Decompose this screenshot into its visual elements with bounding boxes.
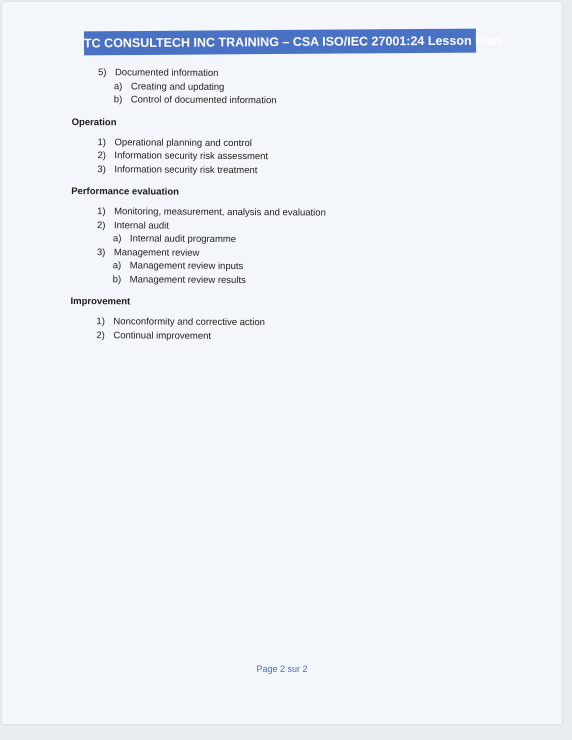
list-item: 3) Information security risk treatment — [97, 163, 258, 176]
list-item: 3) Management review — [96, 246, 200, 259]
list-item: 2) Continual improvement — [96, 329, 212, 342]
section-heading-improvement: Improvement — [70, 295, 131, 308]
list-item: 2) Internal audit — [96, 219, 169, 232]
list-item: 1) Operational planning and control — [97, 136, 252, 149]
page-number: Page 2 sur 2 — [256, 664, 308, 674]
list-item: 2) Information security risk assessment — [97, 150, 269, 163]
header-banner: TC CONSULTECH INC TRAINING – CSA ISO/IEC 27001:24 Lesson Plan — [84, 29, 476, 56]
list-item: a) Management review inputs — [112, 260, 244, 273]
list-item: b) Management review results — [112, 273, 246, 286]
section-heading-operation: Operation — [71, 116, 117, 128]
document-page — [2, 2, 562, 724]
list-item: a) Creating and updating — [113, 80, 225, 93]
list-item: 5) Documented information — [97, 67, 219, 79]
list-item: b) Control of documented information — [113, 94, 277, 107]
list-item: 1) Monitoring, measurement, analysis and evaluation — [97, 206, 326, 219]
section-heading-performance-evaluation: Performance evaluation — [71, 185, 179, 198]
lesson-plan-content — [70, 66, 326, 344]
list-item: 1) Nonconformity and corrective action — [96, 316, 266, 329]
list-item: a) Internal audit programme — [112, 233, 237, 246]
